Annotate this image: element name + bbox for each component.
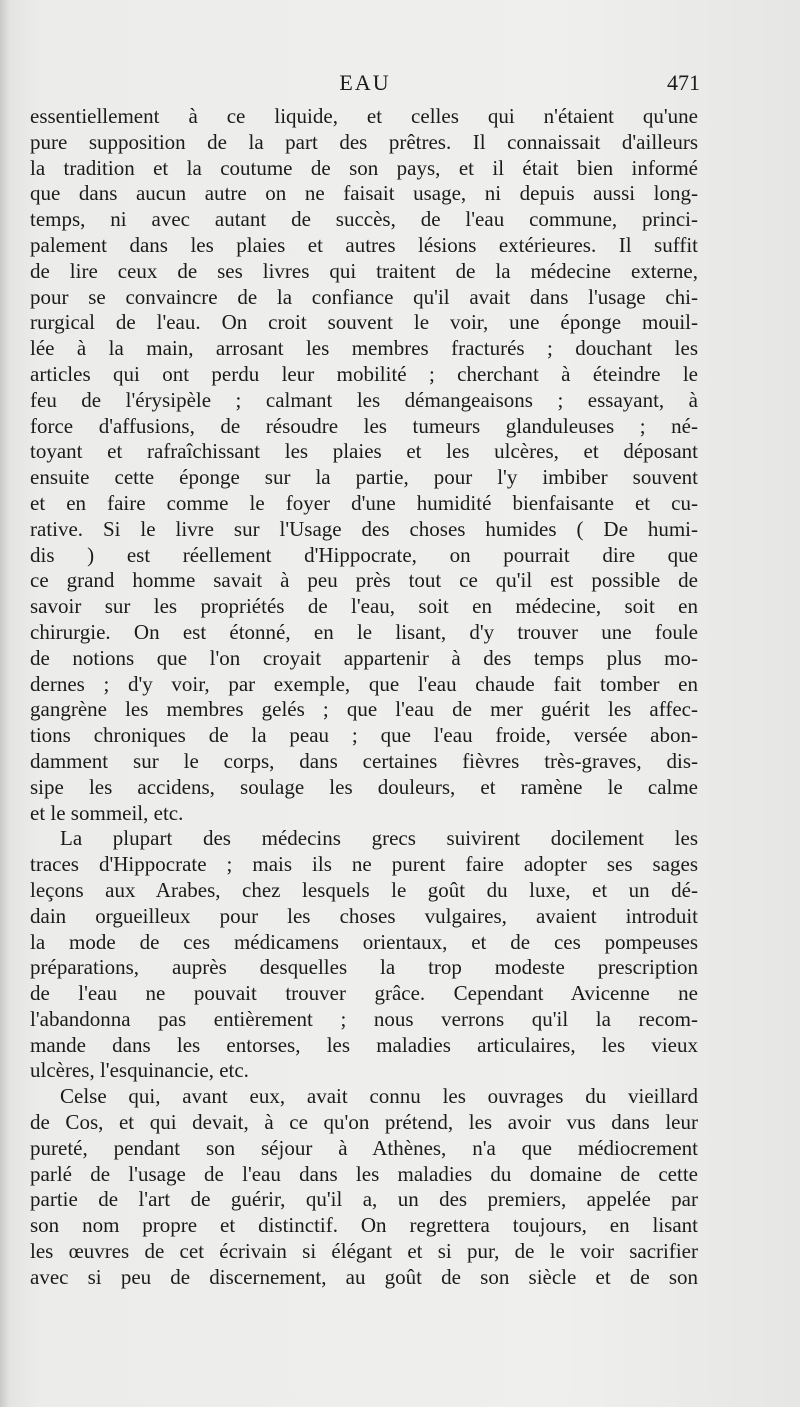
text-line: les œuvres de cet écrivain si élégant et si pur, de le voir sacrifier	[30, 1239, 698, 1264]
text-line: l'abandonna pas entièrement ; nous verrons qu'il la recom-	[30, 1006, 698, 1031]
paragraph	[30, 104, 698, 826]
text-line: gangrène les membres gelés ; que l'eau de mer guérit les affec-	[30, 697, 698, 722]
text-line: temps, ni avec autant de succès, de l'eau commune, princi-	[30, 207, 698, 232]
text-line: dain orgueilleux pour les choses vulgaires, avaient introduit	[30, 903, 698, 928]
paragraph	[30, 1084, 698, 1290]
text-line: pour se convaincre de la confiance qu'il avait dans l'usage chi-	[30, 284, 698, 309]
text-line: de lire ceux de ses livres qui traitent de la médecine externe,	[30, 258, 698, 283]
text-line: préparations, auprès desquelles la trop modeste prescription	[30, 955, 698, 980]
text-line: la tradition et la coutume de son pays, et il était bien informé	[30, 155, 698, 180]
text-line: ulcères, l'esquinancie, etc.	[30, 1058, 249, 1083]
text-line: leçons aux Arabes, chez lesquels le goût du luxe, et un dé-	[30, 877, 698, 902]
text-line: sipe les accidens, soulage les douleurs, et ramène le calme	[30, 774, 698, 799]
running-head: EAU	[339, 70, 391, 95]
text-line: pureté, pendant son séjour à Athènes, n'a que médiocrement	[30, 1135, 698, 1160]
text-line: et en faire comme le foyer d'une humidité bienfaisante et cu-	[30, 490, 698, 515]
text-line: damment sur le corps, dans certaines fièvres très-graves, dis-	[30, 748, 698, 773]
text-line: de Cos, et qui devait, à ce qu'on prétend, les avoir vus dans leur	[30, 1110, 698, 1135]
text-line: pure supposition de la part des prêtres. Il connaissait d'ailleurs	[30, 129, 698, 154]
text-line: feu de l'érysipèle ; calmant les démangeaisons ; essayant, à	[30, 387, 698, 412]
text-line: essentiellement à ce liquide, et celles qui n'étaient qu'une	[30, 104, 698, 128]
text-line: Celse qui, avant eux, avait connu les ouvrages du vieillard	[60, 1084, 698, 1109]
text-line: palement dans les plaies et autres lésions extérieures. Il suffit	[30, 232, 698, 257]
text-line: force d'affusions, de résoudre les tumeurs glanduleuses ; né-	[30, 413, 698, 438]
text-line: toyant et rafraîchissant les plaies et les ulcères, et déposant	[30, 439, 698, 464]
text-line: savoir sur les propriétés de l'eau, soit en médecine, soit en	[30, 594, 698, 619]
page-header	[30, 70, 700, 100]
text-line: lée à la main, arrosant les membres fracturés ; douchant les	[30, 336, 698, 361]
text-line: partie de l'art de guérir, qu'il a, un des premiers, appelée par	[30, 1187, 698, 1212]
text-line: parlé de l'usage de l'eau dans les maladies du domaine de cette	[30, 1161, 698, 1186]
text-line: ce grand homme savait à peu près tout ce qu'il est possible de	[30, 568, 698, 593]
text-line: tions chroniques de la peau ; que l'eau froide, versée abon-	[30, 723, 698, 748]
text-line: dernes ; d'y voir, par exemple, que l'eau chaude fait tomber en	[30, 671, 698, 696]
text-line: son nom propre et distinctif. On regrettera toujours, en lisant	[30, 1213, 698, 1238]
text-line: avec si peu de discernement, au goût de son siècle et de son	[30, 1264, 698, 1289]
text-line: chirurgie. On est étonné, en le lisant, d'y trouver une foule	[30, 619, 698, 644]
text-line: mande dans les entorses, les maladies articulaires, les vieux	[30, 1032, 698, 1057]
paragraph	[30, 826, 698, 1084]
text-line: rurgical de l'eau. On croit souvent le voir, une éponge mouil-	[30, 310, 698, 335]
text-line: articles qui ont perdu leur mobilité ; cherchant à éteindre le	[30, 361, 698, 386]
text-line: ensuite cette éponge sur la partie, pour l'y imbiber souvent	[30, 465, 698, 490]
text-line: dis ) est réellement d'Hippocrate, on pourrait dire que	[30, 542, 698, 567]
text-line: de notions que l'on croyait appartenir à des temps plus mo-	[30, 645, 698, 670]
text-line: la mode de ces médicamens orientaux, et de ces pompeuses	[30, 929, 698, 954]
text-line: rative. Si le livre sur l'Usage des choses humides ( De humi-	[30, 516, 698, 541]
text-line: traces d'Hippocrate ; mais ils ne purent faire adopter ses sages	[30, 852, 698, 877]
text-line: de l'eau ne pouvait trouver grâce. Cependant Avicenne ne	[30, 981, 698, 1006]
text-line: La plupart des médecins grecs suivirent docilement les	[60, 826, 698, 851]
body-text	[30, 104, 698, 1291]
page-number: 471	[667, 70, 700, 95]
text-line: et le sommeil, etc.	[30, 800, 184, 825]
text-line: que dans aucun autre on ne faisait usage, ni depuis aussi long-	[30, 181, 698, 206]
